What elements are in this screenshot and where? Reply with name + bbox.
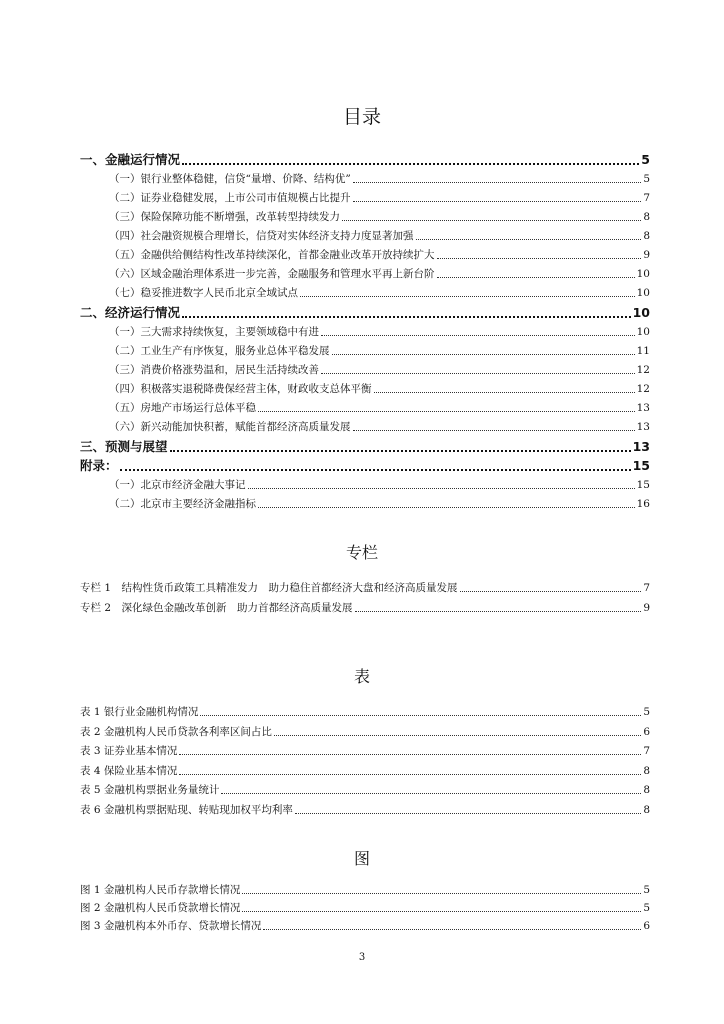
column-entry[interactable]: [80, 601, 650, 615]
table-entry[interactable]: [80, 705, 650, 719]
toc-subsection-entry[interactable]: [109, 344, 650, 358]
figure-entry[interactable]: [80, 883, 650, 897]
toc-subsection-entry[interactable]: [109, 497, 650, 511]
entry-label: （五）金融供给侧结构性改革持续深化，首都金融业改革开放持续扩大: [109, 249, 435, 261]
entry-label: （二）证券业稳健发展，上市公司市值规模占比提升: [109, 192, 351, 204]
entry-label: （五）房地产市场运行总体平稳: [109, 402, 256, 414]
entry-page: 5: [643, 706, 650, 718]
dot-leader: [355, 611, 642, 612]
entry-label: （四）社会融资规模合理增长，信贷对实体经济支持力度显著加强: [109, 230, 414, 242]
table-entry[interactable]: [80, 783, 650, 797]
page-number: 3: [358, 952, 366, 963]
dot-leader: [353, 182, 642, 183]
toc-section-entry[interactable]: [80, 458, 650, 474]
column-entry[interactable]: [80, 581, 650, 595]
entry-page: 7: [643, 582, 650, 594]
dot-leader: [263, 929, 641, 930]
entry-page: 5: [643, 884, 650, 896]
entry-page: 7: [643, 745, 650, 757]
entry-label: 附录：: [80, 458, 118, 473]
dot-leader: [179, 774, 641, 775]
dot-leader: [460, 591, 642, 592]
entry-page: 12: [636, 383, 650, 395]
page-title: 目录: [342, 106, 381, 128]
entry-label: 二、经济运行情况: [80, 305, 181, 320]
dot-leader: [258, 411, 635, 412]
entry-label: （二）工业生产有序恢复，服务业总体平稳发展: [109, 345, 330, 357]
dot-leader: [416, 239, 642, 240]
dot-leader: [170, 450, 631, 452]
toc-subsection-entry[interactable]: [109, 363, 650, 377]
toc-subsection-entry[interactable]: [109, 382, 650, 396]
dot-leader: [374, 392, 635, 393]
entry-page: 5: [641, 152, 650, 167]
entry-label: 表 2 金融机构人民币贷款各利率区间占比: [80, 725, 272, 738]
entry-label: 表 6 金融机构票据贴现、转贴现加权平均利率: [80, 803, 293, 816]
entry-page: 8: [643, 784, 650, 796]
entry-page: 8: [643, 230, 650, 242]
dot-leader: [437, 277, 635, 278]
entry-label: （三）消费价格涨势温和，居民生活持续改善: [109, 364, 319, 376]
entry-page: 16: [636, 498, 650, 510]
dot-leader: [342, 220, 641, 221]
entry-label: 表 5 金融机构票据业务量统计: [80, 784, 220, 796]
dot-leader: [182, 163, 639, 165]
dot-leader: [321, 335, 635, 336]
table-entry[interactable]: [80, 744, 650, 758]
entry-page: 6: [643, 725, 650, 738]
figure-entry[interactable]: [80, 901, 650, 915]
toc-section-entry[interactable]: [80, 152, 650, 168]
toc-subsection-entry[interactable]: [109, 325, 650, 339]
dot-leader: [248, 488, 635, 489]
entry-label: 图 3 金融机构本外币存、贷款增长情况: [80, 920, 262, 932]
toc-section-entry[interactable]: [80, 439, 650, 455]
entry-label: 专栏 1 结构性货币政策工具精准发力 助力稳住首都经济大盘和经济高质量发展: [80, 582, 458, 594]
toc-subsection-entry[interactable]: [109, 172, 650, 186]
entry-page: 7: [643, 192, 650, 204]
toc-subsection-entry[interactable]: [109, 248, 650, 262]
entry-page: 10: [632, 305, 650, 320]
dot-leader: [300, 296, 635, 297]
entry-page: 10: [636, 268, 650, 280]
entry-label: 表 4 保险业基本情况: [80, 764, 178, 777]
toc-subsection-entry[interactable]: [109, 286, 650, 300]
entry-page: 12: [636, 364, 650, 376]
entry-page: 9: [643, 249, 650, 261]
dot-leader: [437, 258, 642, 259]
entry-page: 8: [643, 211, 650, 223]
entry-page: 8: [643, 803, 650, 816]
dot-leader: [221, 793, 641, 794]
entry-page: 13: [636, 421, 650, 433]
entry-label: 图 1 金融机构人民币存款增长情况: [80, 884, 241, 896]
entry-label: 三、预测与展望: [80, 439, 168, 454]
dot-leader: [321, 373, 635, 374]
table-entry[interactable]: [80, 803, 650, 817]
entry-label: （二）北京市主要经济金融指标: [109, 498, 256, 510]
dot-leader: [353, 430, 635, 431]
dot-leader: [200, 715, 641, 716]
entry-page: 9: [643, 602, 650, 614]
entry-label: 专栏 2 深化绿色金融改革创新 助力首都经济高质量发展: [80, 602, 353, 614]
entry-page: 6: [643, 920, 650, 932]
toc-subsection-entry[interactable]: [109, 420, 650, 434]
entry-label: 表 1 银行业金融机构情况: [80, 706, 199, 718]
entry-page: 10: [636, 287, 650, 299]
entry-page: 15: [632, 458, 650, 473]
entry-label: （一）三大需求持续恢复，主要领域稳中有进: [109, 326, 319, 338]
figures-heading: 图: [353, 849, 370, 868]
columns-heading: 专栏: [345, 543, 378, 562]
toc-subsection-entry[interactable]: [109, 229, 650, 243]
dot-leader: [182, 316, 631, 318]
table-entry[interactable]: [80, 764, 650, 778]
toc-subsection-entry[interactable]: [109, 401, 650, 415]
dot-leader: [242, 893, 641, 894]
dot-leader: [332, 354, 635, 355]
dot-leader: [258, 507, 635, 508]
entry-label: 图 2 金融机构人民币贷款增长情况: [80, 902, 241, 914]
entry-page: 15: [636, 479, 650, 491]
entry-page: 11: [636, 345, 650, 357]
dot-leader: [242, 911, 641, 912]
dot-leader: [120, 469, 631, 471]
figure-entry[interactable]: [80, 919, 650, 933]
entry-label: （七）稳妥推进数字人民币北京全域试点: [109, 287, 298, 299]
entry-label: （六）新兴动能加快积蓄，赋能首都经济高质量发展: [109, 421, 351, 433]
dot-leader: [295, 813, 641, 814]
entry-label: （四）积极落实退税降费保经营主体，财政收支总体平衡: [109, 383, 372, 395]
dot-leader: [274, 735, 641, 736]
entry-label: （一）银行业整体稳健，信贷“量增、价降、结构优”: [109, 173, 351, 185]
toc-subsection-entry[interactable]: [109, 210, 650, 224]
entry-label: 一、金融运行情况: [80, 152, 181, 167]
entry-page: 13: [636, 402, 650, 414]
dot-leader: [179, 754, 641, 755]
dot-leader: [353, 201, 642, 202]
entry-label: （三）保险保障功能不断增强，改革转型持续发力: [109, 211, 340, 223]
toc-subsection-entry[interactable]: [109, 191, 650, 205]
entry-page: 10: [636, 326, 650, 338]
toc-subsection-entry[interactable]: [109, 267, 650, 281]
table-entry[interactable]: [80, 725, 650, 739]
toc-subsection-entry[interactable]: [109, 478, 650, 492]
entry-page: 8: [643, 764, 650, 777]
entry-label: 表 3 证券业基本情况: [80, 745, 178, 757]
entry-page: 13: [632, 439, 650, 454]
entry-label: （一）北京市经济金融大事记: [109, 479, 246, 491]
entry-page: 5: [643, 173, 650, 185]
entry-label: （六）区域金融治理体系进一步完善，金融服务和管理水平再上新台阶: [109, 268, 435, 280]
toc-section-entry[interactable]: [80, 305, 650, 321]
tables-heading: 表: [353, 667, 370, 686]
entry-page: 5: [643, 902, 650, 914]
